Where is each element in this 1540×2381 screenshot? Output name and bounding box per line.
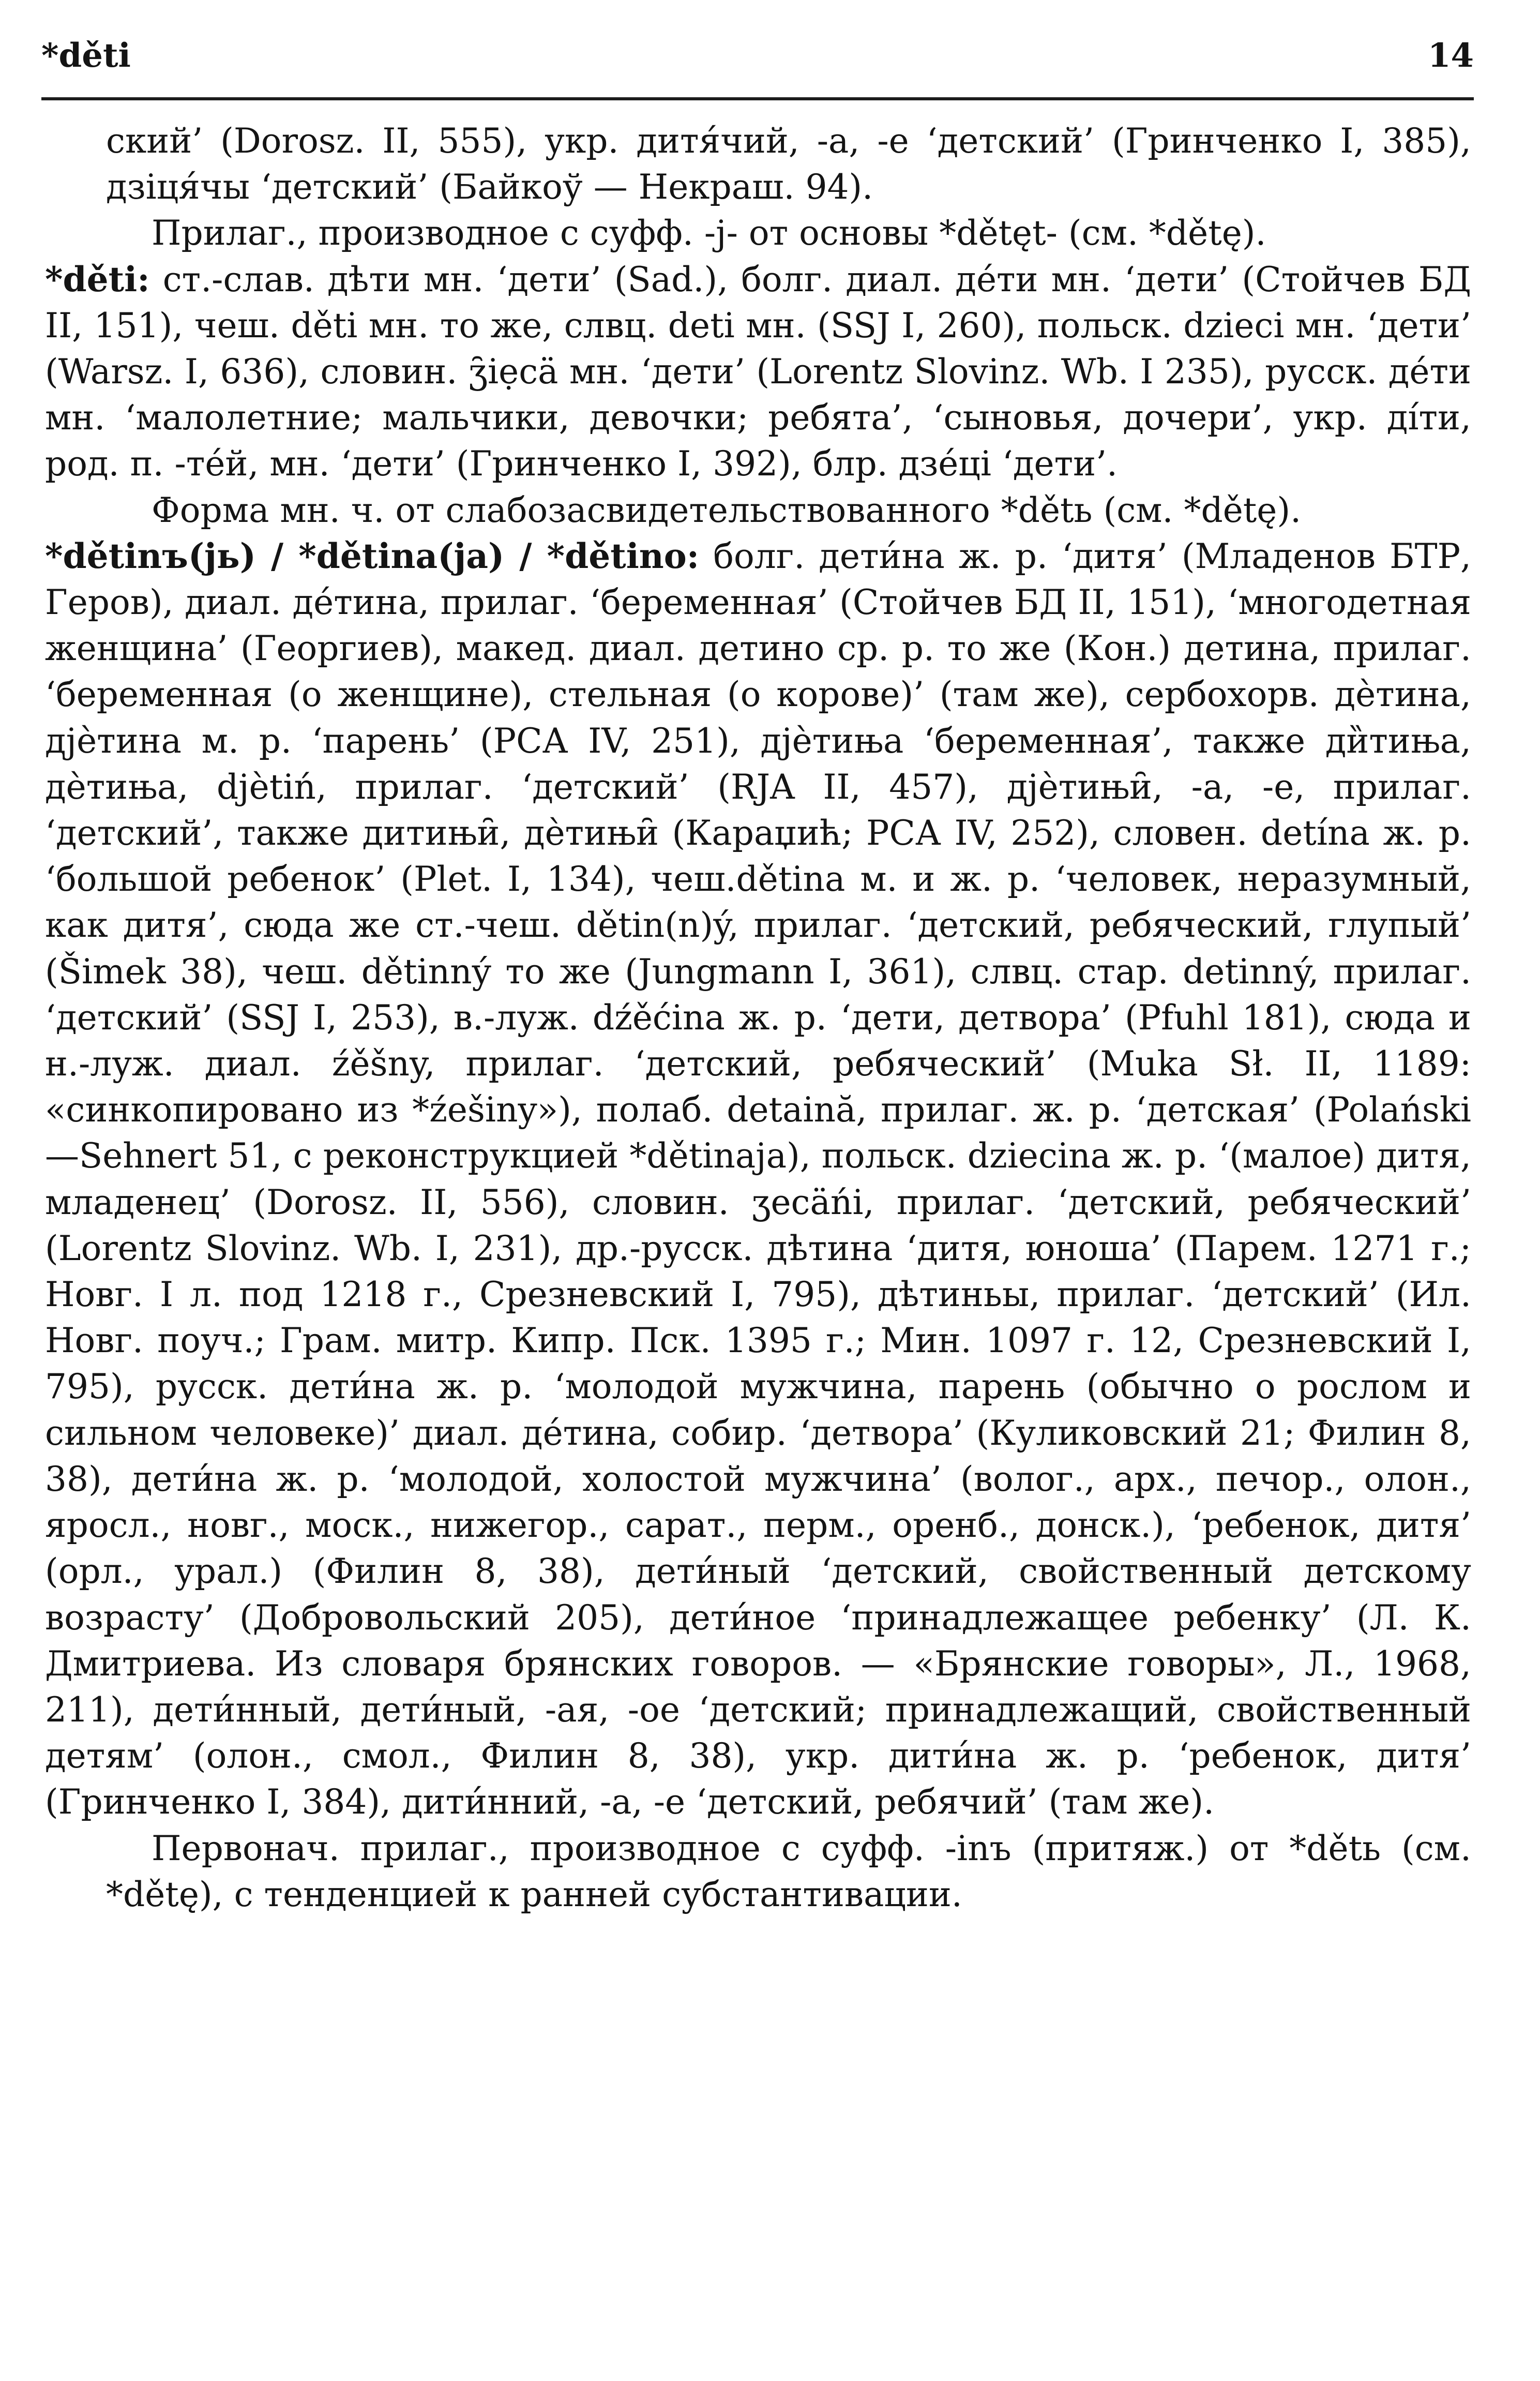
running-head-headword: *děti [41,36,131,75]
entry-headword: *dětinъ(jь) / *dětina(ja) / *dětino: [45,535,700,576]
dictionary-body [45,118,1472,1918]
paragraph-text: ский’ (Dorosz. II, 555), укр. дитя́чий, -а, -е ‘детский’ (Гринченко I, 385), дзiця́чы ‘детский’ (Байкоў — Некраш. 94). [106,121,1471,207]
entry-deti [45,257,1471,487]
entry-headword: *děti: [45,259,150,300]
entry-text: ст.-слав. дѣти мн. ‘дети’ (Sad.), болг. диал. де́ти мн. ‘дети’ (Стойчев БД II, 151), чеш. děti мн. то же, слвц. deti мн. (SSJ I, 260), польск. dzieci мн. ‘дети’ (Warsz. I, 636), словин. ʒ̑iẹcä мн. ‘дети’ (Lorentz Slovinz. Wb. I 235), русск. де́ти мн. ‘малолетние; мальчики, девочки; ребята’, ‘сыновья, дочери’, укр. дíти, род. п. -те́й, мн. ‘дети’ (Гринченко I, 392), блр. дзе́цi ‘дети’. [45,259,1471,484]
paragraph-text: Прилаг., производное с суфф. -j- от основы *dětęt- (см. *dětę). [152,213,1266,253]
continuation-paragraph [106,118,1471,210]
header-rule [41,97,1474,100]
etymology-note [106,487,1471,533]
etymology-note [106,1825,1471,1918]
entry-detina [45,533,1471,1825]
running-header [41,36,1474,83]
paragraph-text: Форма мн. ч. от слабозасвидетельствованного *dětь (см. *dětę). [152,490,1302,530]
etymology-note [106,210,1471,256]
entry-text: болг. дети́на ж. р. ‘дитя’ (Младенов БТР, Геров), диал. де́тина, прилаг. ‘беременная’ (Стойчев БД II, 151), ‘многодетная женщина’ (Георгиев), макед. диал. детино ср. р. то же (Кон.) детина, прилаг. ‘беременная (о женщине), стельная (о корове)’ (там же), сербохорв. дѐтина, дjѐтина м. р. ‘парень’ (РСА IV, 251), дjѐтиња ‘беременная’, также ди̏тиња, дѐтиња, djètiń, прилаг. ‘детский’ (RJA II, 457), дjѐтињи̑, -а, -е, прилаг. ‘детский’, также дитињи̑, дѐтињи̑ (Караџић; РСА IV, 252), словен. detína ж. р. ‘большой ребенок’ (Plet. I, 134), чеш.dětina м. и ж. р. ‘человек, неразумный, как дитя’, сюда же ст.-чеш. dětin(n)ý, прилаг. ‘детский, ребяческий, глупый’ (Šimek 38), чеш. dětinný то же (Jungmann I, 361), слвц. стар. detinný, прилаг. ‘детский’ (SSJ I, 253), в.-луж. dźěćina ж. р. ‘дети, детвора’ (Pfuhl 181), сюда и н.-луж. диал. źěšny, прилаг. ‘детский, ребяческий’ (Muka Sł. II, 1189: «синкопировано из *źešiny»), полаб. detaină, прилаг. ж. р. ‘детская’ (Polański—Sehnert 51, с реконструкцией *dětinaja), польск. dziecina ж. р. ‘(малое) дитя, младенец’ (Dorosz. II, 556), словин. ʒecäńi, прилаг. ‘детский, ребяческий’ (Lorentz Slovinz. Wb. I, 231), др.-русск. дѣтина ‘дитя, юноша’ (Парем. 1271 г.; Новг. I л. под 1218 г., Срезневский I, 795), дѣтиньы, прилаг. ‘детский’ (Ил. Новг. поуч.; Грам. митр. Кипр. Пск. 1395 г.; Мин. 1097 г. 12, Срезневский I, 795), русск. дети́на ж. р. ‘молодой мужчина, парень (обычно о рослом и сильном человеке)’ диал. де́тина, собир. ‘детвора’ (Куликовский 21; Филин 8, 38), дети́на ж. р. ‘молодой, холостой мужчина’ (волог., арх., печор., олон., яросл., новг., моск., нижегор., сарат., перм., оренб., донск.), ‘ребенок, дитя’ (орл., урал.) (Филин 8, 38), дети́ный ‘детский, свойственный детскому возрасту’ (Добровольский 205), дети́ное ‘принадлежащее ребенку’ (Л. К. Дмитриева. Из словаря брянских говоров. — «Брянские говоры», Л., 1968, 211), дети́нный, дети́ный, -ая, -ое ‘детский; принадлежащий, свойственный детям’ (олон., смол., Филин 8, 38), укр. дити́на ж. р. ‘ребенок, дитя’ (Гринченко I, 384), дити́нний, -а, -е ‘детский, ребячий’ (там же). [45,536,1472,1822]
page-number: 14 [1427,36,1474,75]
paragraph-text: Первонач. прилаг., производное с суфф. -inъ (притяж.) от *dětь (см. *dětę), с тенденцией к ранней субстантивации. [106,1828,1471,1914]
